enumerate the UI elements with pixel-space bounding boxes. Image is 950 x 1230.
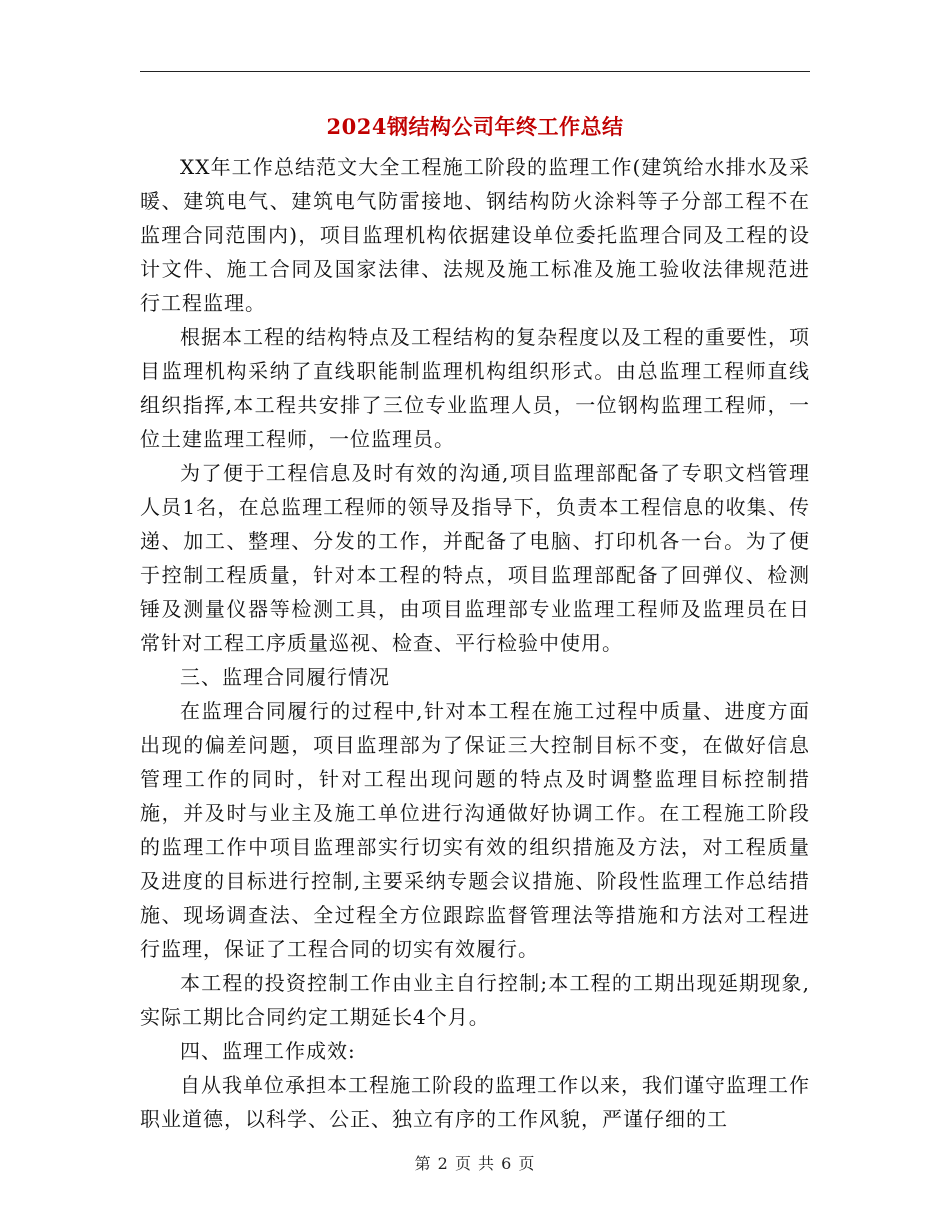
paragraph-contract: 在监理合同履行的过程中,针对本工程在施工过程中质量、进度方面出现的偏差问题，项目监理部为了保证三大控制目标不变，在做好信息管理工作的同时，针对工程出现问题的特点及时调整监理目标控制措施，并及时与业主及施工单位进行沟通做好协调工作。在工程施工阶段的监理工作中项目监理部实行切实有效的组织措施及方法，对工程质量及进度的目标进行控制,主要采纳专题会议措施、阶段性监理工作总结措施、现场调查法、全过程全方位跟踪监督管理法等措施和方法对工程进行监理，保证了工程合同的切实有效履行。 bbox=[140, 699, 810, 961]
document-body bbox=[140, 150, 810, 1136]
header-rule bbox=[140, 71, 810, 72]
section-heading-results: 四、监理工作成效: bbox=[180, 1039, 356, 1063]
paragraph-organization: 根据本工程的结构特点及工程结构的复杂程度以及工程的重要性，项目监理机构采纳了直线职能制监理机构组织形式。由总监理工程师直线组织指挥,本工程共安排了三位专业监理人员，一位钢构监理工程师，一位土建监理工程师，一位监理员。 bbox=[140, 325, 810, 451]
section-heading-contract: 三、监理合同履行情况 bbox=[180, 665, 390, 689]
paragraph-schedule: 本工程的投资控制工作由业主自行控制;本工程的工期出现延期现象,实际工期比合同约定工期延长4个月。 bbox=[140, 971, 810, 1029]
paragraph-intro: XX年工作总结范文大全工程施工阶段的监理工作(建筑给水排水及采暖、建筑电气、建筑电气防雷接地、钢结构防火涂料等子分部工程不在监理合同范围内)，项目监理机构依据建设单位委托监理合同及工程的设计文件、施工合同及国家法律、法规及施工标准及施工验收法律规范进行工程监理。 bbox=[140, 155, 810, 315]
paragraph-information: 为了便于工程信息及时有效的沟通,项目监理部配备了专职文档管理人员1名，在总监理工程师的领导及指导下，负责本工程信息的收集、传递、加工、整理、分发的工作，并配备了电脑、打印机各一台。为了便于控制工程质量，针对本工程的特点，项目监理部配备了回弹仪、检测锤及测量仪器等检测工具，由项目监理部专业监理工程师及监理员在日常针对工程工序质量巡视、检查、平行检验中使用。 bbox=[140, 461, 810, 655]
document-title: 2024钢结构公司年终工作总结 bbox=[326, 114, 624, 139]
paragraph-results: 自从我单位承担本工程施工阶段的监理工作以来，我们谨守监理工作职业道德，以科学、公正、独立有序的工作风貌，严谨仔细的工 bbox=[140, 1073, 810, 1131]
page-footer: 第 2 页 共 6 页 bbox=[414, 1154, 536, 1173]
